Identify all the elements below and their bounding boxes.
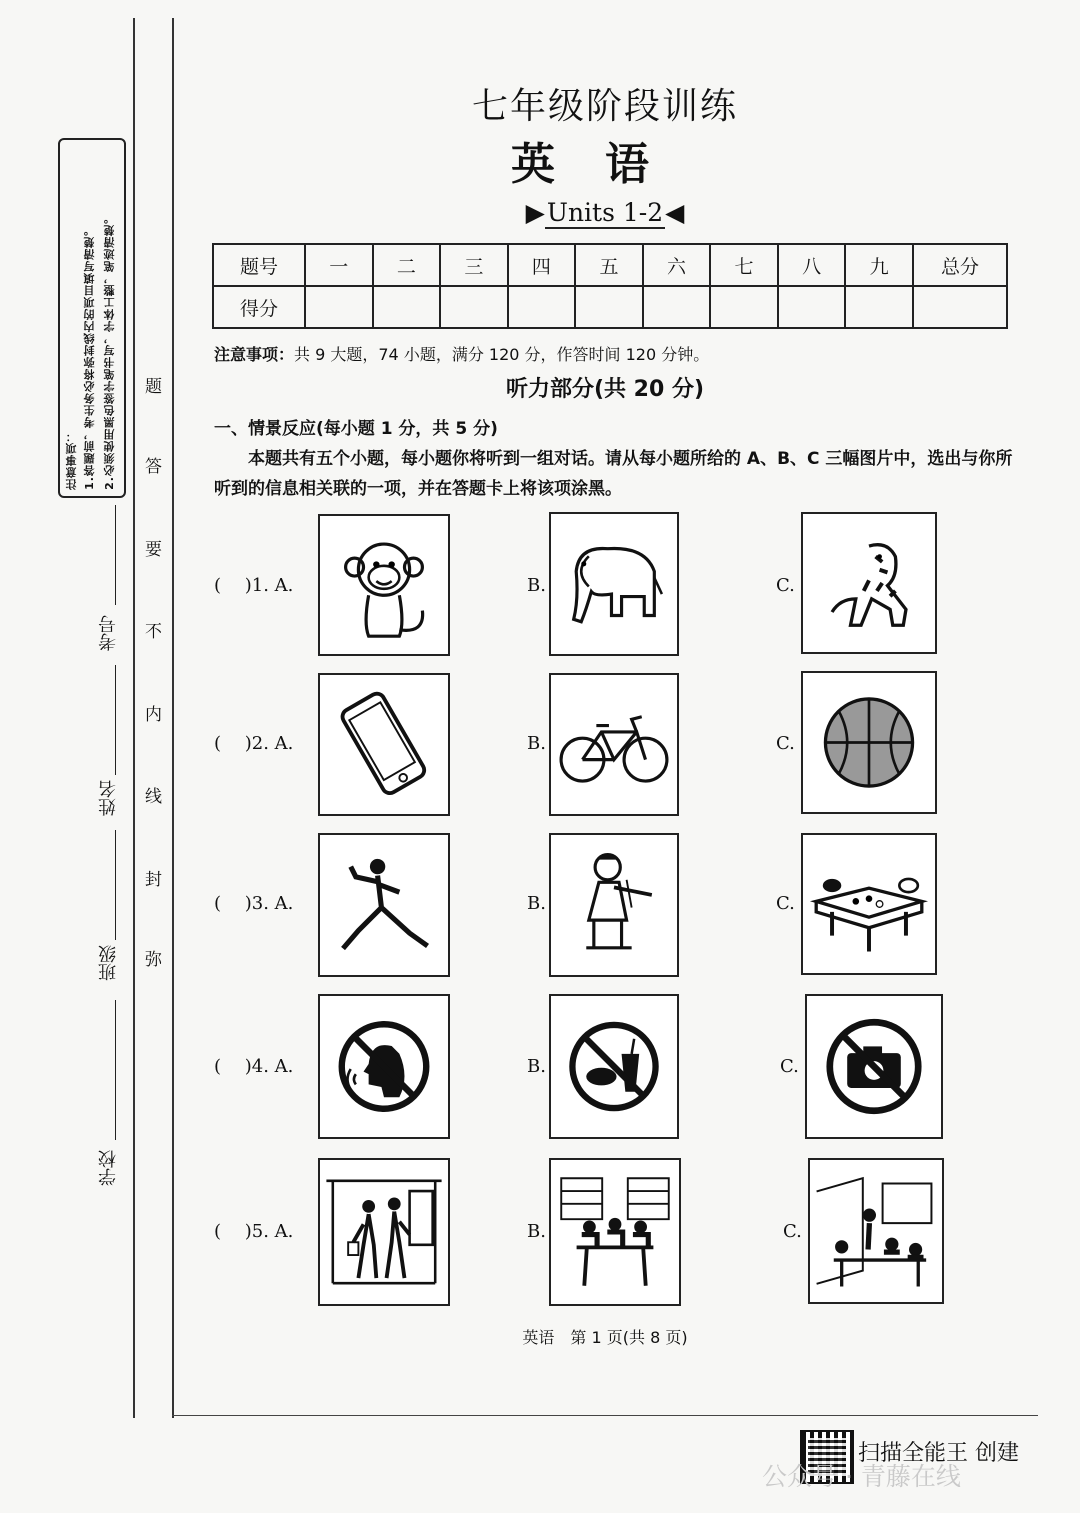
score-cell [305,286,373,328]
classroom-icon [810,1160,942,1302]
field-exam-no: 考号 [98,615,119,651]
score-header-cell: 二 [373,244,441,286]
street-shopping-icon [320,1160,448,1304]
exam-note-text: 共 9 大题，74 小题，满分 120 分，作答时间 120 分钟。 [294,345,710,364]
option-c-label: C. [776,893,795,914]
option-b-label: B. [527,733,546,754]
library-study-icon [551,1160,679,1304]
score-header-cell: 题号 [213,244,305,286]
seal-char: 答 [145,457,162,477]
violin-icon [551,835,677,975]
margin-notice-title: 注意事项： [65,430,78,490]
field-line-name [115,665,116,775]
go-board-icon [803,835,935,973]
section-title: 一、情景反应(每小题 1 分，共 5 分) [214,419,498,439]
score-header-cell: 八 [778,244,846,286]
exam-note-label: 注意事项： [214,345,295,364]
subject-title: 英语 [511,139,699,190]
picture-kung-fu [318,833,450,977]
score-cell [913,286,1007,328]
picture-smartphone [318,673,450,816]
score-header-cell: 六 [643,244,711,286]
score-table [212,243,1008,329]
kung-fu-icon [320,835,448,975]
field-school: 学校 [98,1150,119,1186]
tiger-icon [803,514,935,652]
seal-char: 要 [145,540,162,560]
question-number: )5. A. [244,1221,294,1242]
triangle-right-icon: ▶ [525,198,545,227]
answer-paren: ( [214,575,222,596]
basketball-icon [803,673,935,812]
option-b-label: B. [527,1221,546,1242]
monkey-icon [320,516,448,654]
seal-char: 题 [145,377,162,397]
score-cell [643,286,711,328]
question-4-label [214,1056,293,1077]
question-number: )1. A. [244,575,294,596]
score-header-cell: 七 [710,244,778,286]
triangle-left-icon: ◀ [665,198,685,227]
score-cell [710,286,778,328]
score-cell [508,286,576,328]
question-2-label [214,733,293,754]
picture-violin [549,833,679,977]
field-line-exam-no [115,505,116,605]
picture-no-photos [805,994,943,1139]
page-footer: 英语 第 1 页(共 8 页) [522,1328,688,1347]
bicycle-icon [551,675,677,814]
score-cell [845,286,913,328]
no-eating-icon [551,996,677,1137]
elephant-icon [551,514,677,654]
option-c-label: C. [776,575,795,596]
section-instruction: 本题共有五个小题，每小题你将听到一组对话。请从每小题所给的 A、B、C 三幅图片中，选出与你所听到的信息相关联的一项，并在答题卡上将该项涂黑。 [214,449,1013,499]
scanner-credit: 扫描全能王 创建 [858,1441,1019,1466]
answer-paren: ( [214,893,222,914]
picture-library-study [549,1158,681,1306]
question-5-label [214,1221,293,1242]
answer-paren: ( [214,733,222,754]
score-table-score-row [213,286,1007,328]
margin-line-outer [133,18,135,1418]
score-header-cell: 五 [575,244,643,286]
no-talking-icon [320,996,448,1137]
seal-char: 线 [145,787,162,807]
field-line-school [115,1000,116,1140]
picture-classroom [808,1158,944,1304]
units-label [0,198,1080,227]
seal-char: 内 [145,705,162,725]
option-c-label: C. [780,1056,799,1077]
score-header-cell: 九 [845,244,913,286]
picture-elephant [549,512,679,656]
field-name: 姓名 [98,780,119,816]
margin-line-inner [172,18,174,1418]
question-3-label [214,893,293,914]
no-photos-icon [807,996,941,1137]
picture-bicycle [549,673,679,816]
question-number: )2. A. [244,733,294,754]
score-cell [575,286,643,328]
score-table-header-row [213,244,1007,286]
question-number: )3. A. [244,893,294,914]
smartphone-icon [320,675,448,814]
picture-tiger [801,512,937,654]
picture-go-board [801,833,937,975]
option-c-label: C. [783,1221,802,1242]
picture-no-eating [549,994,679,1139]
question-number: )4. A. [244,1056,294,1077]
exam-note [214,342,709,365]
margin-notice-box [58,138,126,498]
margin-notice-line1: 1.答题前，考生务必将弥封线内的项目填写清楚。 [83,224,96,490]
footer-divider [172,1415,1038,1416]
watermark: 公众号 · 青藤在线 [762,1462,961,1491]
option-b-label: B. [527,1056,546,1077]
margin-notice-line2: 2.必须使用黑色签字笔书写，字体工整，笔迹清楚。 [103,212,116,490]
picture-no-talking [318,994,450,1139]
question-1-label [214,575,293,596]
score-row-label: 得分 [213,286,305,328]
score-header-cell: 总分 [913,244,1007,286]
picture-basketball [801,671,937,814]
option-b-label: B. [527,575,546,596]
picture-monkey [318,514,450,656]
field-class: 班级 [98,945,119,981]
exam-title: 七年级阶段训练 [471,86,738,127]
score-header-cell: 四 [508,244,576,286]
part-title: 听力部分(共 20 分) [505,377,705,402]
score-cell [373,286,441,328]
option-b-label: B. [527,893,546,914]
seal-char: 封 [145,870,162,890]
score-header-cell: 一 [305,244,373,286]
score-cell [778,286,846,328]
score-header-cell: 三 [440,244,508,286]
units-text: Units 1-2 [546,198,664,227]
option-c-label: C. [776,733,795,754]
seal-char: 不 [145,622,162,642]
picture-street-shopping [318,1158,450,1306]
answer-paren: ( [214,1221,222,1242]
score-cell [440,286,508,328]
field-line-class [115,830,116,940]
answer-paren: ( [214,1056,222,1077]
seal-char: 弥 [145,950,162,970]
